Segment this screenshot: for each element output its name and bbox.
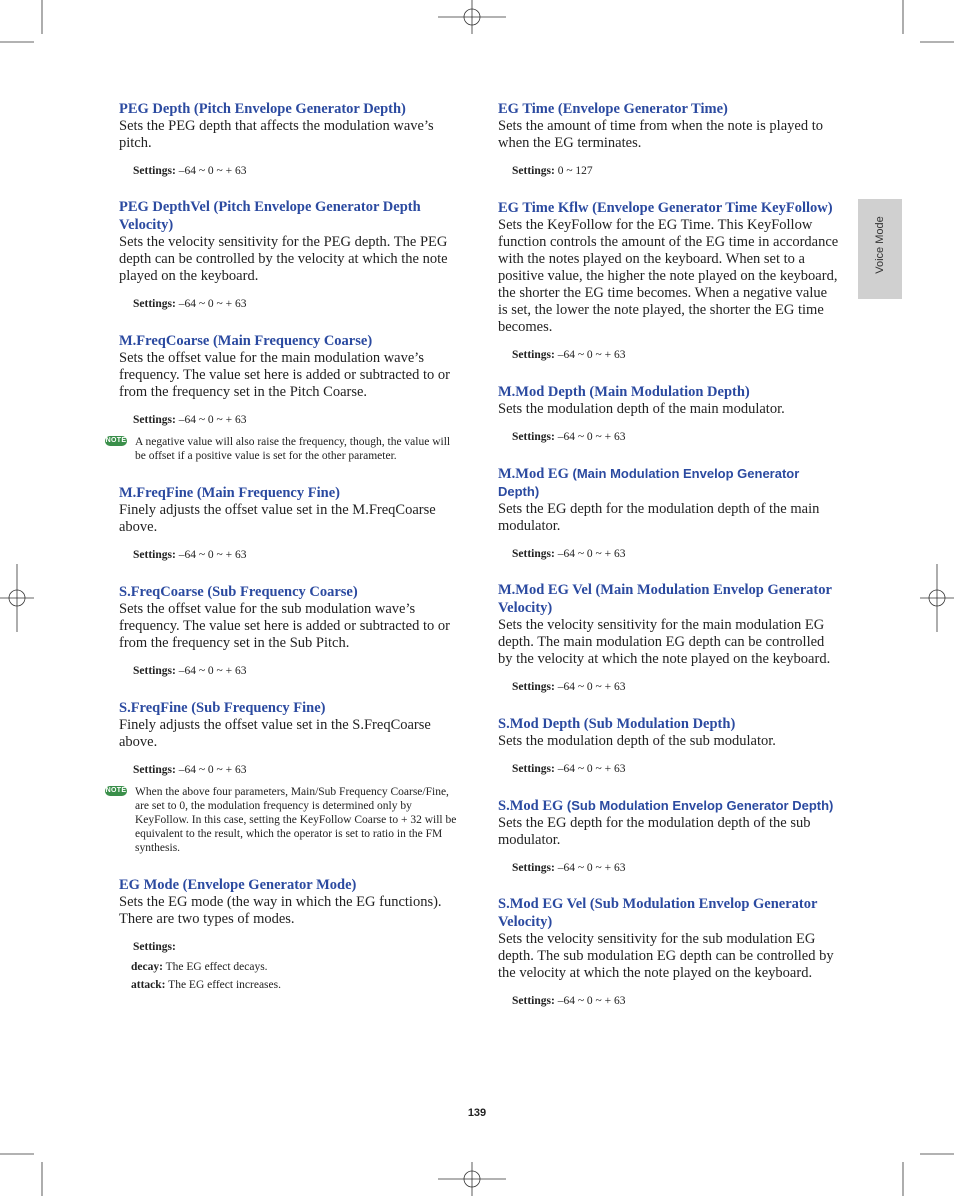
parameter-description: Sets the EG depth for the modulation depth of the main modulator. — [498, 501, 820, 534]
parameter-description: Sets the modulation depth of the main modulator. — [498, 401, 785, 417]
side-tab — [858, 199, 902, 299]
parameter-description: Sets the velocity sensitivity for the main modulation EG depth. The main modulation EG depth can be controlled by the velocity at which the note played on the keyboard. — [498, 617, 831, 667]
parameter-description: Sets the offset value for the main modulation wave’s frequency. The value set here is added or subtracted to or from the frequency set in the Pitch Coarse. — [119, 350, 450, 400]
parameter-title: EG Time (Envelope Generator Time) — [498, 101, 728, 117]
parameter-entry — [119, 199, 461, 311]
parameter-description: Sets the velocity sensitivity for the sub modulation EG depth. The sub modulation EG depth can be controlled by the velocity at which the note played on the keyboard. — [498, 931, 834, 981]
parameter-settings: Settings: –64 ~ 0 ~ + 63 — [512, 349, 626, 361]
parameter-title: S.Mod EG Vel (Sub Modulation Envelop Generator Velocity) — [498, 896, 818, 930]
parameter-title: M.FreqFine (Main Frequency Fine) — [119, 485, 340, 501]
mode-item: decay: The EG effect decays. — [131, 961, 268, 973]
parameter-settings: Settings: –64 ~ 0 ~ + 63 — [512, 431, 626, 443]
parameter-settings: Settings: –64 ~ 0 ~ + 63 — [133, 764, 247, 776]
parameter-title: S.Mod EG (Sub Modulation Envelop Generator Depth) — [498, 798, 834, 814]
parameter-settings: Settings: –64 ~ 0 ~ + 63 — [133, 165, 247, 177]
parameter-entry — [498, 797, 840, 875]
parameter-title: M.Mod EG (Main Modulation Envelop Generator Depth) — [498, 466, 800, 499]
parameter-title: PEG Depth (Pitch Envelope Generator Depth) — [119, 101, 406, 117]
parameter-description: Finely adjusts the offset value set in the S.FreqCoarse above. — [119, 717, 431, 750]
parameter-entry — [498, 199, 840, 362]
parameter-entry — [498, 582, 840, 694]
parameter-title: EG Mode (Envelope Generator Mode) — [119, 877, 357, 893]
parameter-title: EG Time Kflw (Envelope Generator Time KeyFollow) — [498, 200, 833, 216]
parameter-title: M.FreqCoarse (Main Frequency Coarse) — [119, 333, 373, 349]
parameter-entry — [498, 715, 840, 776]
parameter-entry — [119, 583, 461, 678]
parameter-settings: Settings: –64 ~ 0 ~ + 63 — [512, 681, 626, 693]
parameter-title: S.FreqFine (Sub Frequency Fine) — [119, 700, 326, 716]
note-text: A negative value will also raise the frequency, though, the value will be offset if a positive value is set for the other parameter. — [135, 436, 451, 462]
parameter-entry — [119, 484, 461, 562]
mode-item: attack: The EG effect increases. — [131, 979, 281, 991]
note-text: When the above four parameters, Main/Sub Frequency Coarse/Fine, are set to 0, the modulation frequency is determined only by KeyFollow. In this case, setting the KeyFollow Coarse to + 32 will be equivalent to the result, which the operator is set to ratio in the FM synthesis. — [135, 786, 457, 854]
parameter-entry — [105, 699, 461, 855]
parameter-entry — [498, 896, 840, 1008]
parameter-entry — [105, 332, 461, 463]
parameter-settings: Settings: 0 ~ 127 — [512, 165, 593, 177]
parameter-settings: Settings: –64 ~ 0 ~ + 63 — [133, 549, 247, 561]
parameter-title: S.FreqCoarse (Sub Frequency Coarse) — [119, 584, 358, 600]
note-icon: NOTE — [105, 787, 127, 794]
parameter-settings: Settings: –64 ~ 0 ~ + 63 — [512, 862, 626, 874]
side-tab-label: Voice Mode — [874, 216, 886, 274]
parameter-settings: Settings: –64 ~ 0 ~ + 63 — [133, 298, 247, 310]
parameter-description: Sets the amount of time from when the note is played to when the EG terminates. — [498, 118, 823, 151]
parameter-settings: Settings: –64 ~ 0 ~ + 63 — [512, 763, 626, 775]
right-column — [498, 100, 840, 1008]
parameter-title: M.Mod Depth (Main Modulation Depth) — [498, 384, 750, 400]
parameter-description: Sets the KeyFollow for the EG Time. This KeyFollow function controls the amount of the EG time in accordance with the notes played on the keyboard. When set to a positive value, the higher the note played on the keyboard, the shorter the EG time becomes. When a negative value is set, the lower the note played, the shorter the EG time becomes. — [498, 217, 839, 335]
parameter-description: Sets the EG depth for the modulation depth of the sub modulator. — [498, 815, 811, 848]
mode-list — [131, 958, 461, 994]
parameter-settings: Settings: –64 ~ 0 ~ + 63 — [133, 665, 247, 677]
parameter-description: Sets the offset value for the sub modulation wave’s frequency. The value set here is added or subtracted to or from the frequency set in the Sub Pitch. — [119, 601, 450, 651]
note-icon: NOTE — [105, 437, 127, 444]
parameter-title: S.Mod Depth (Sub Modulation Depth) — [498, 716, 736, 732]
parameter-entry — [119, 876, 461, 994]
parameter-settings: Settings: –64 ~ 0 ~ + 63 — [512, 548, 626, 560]
parameter-description: Sets the modulation depth of the sub modulator. — [498, 733, 776, 749]
parameter-settings: Settings: –64 ~ 0 ~ + 63 — [512, 995, 626, 1007]
parameter-description: Sets the velocity sensitivity for the PEG depth. The PEG depth can be controlled by the velocity at which the note played on the keyboard. — [119, 234, 448, 284]
parameter-entry — [498, 383, 840, 444]
note — [105, 785, 461, 855]
parameter-entry — [119, 100, 461, 178]
parameter-settings: Settings: –64 ~ 0 ~ + 63 — [133, 414, 247, 426]
parameter-entry — [498, 100, 840, 178]
left-column — [105, 100, 461, 994]
page-number: 139 — [467, 1107, 487, 1119]
parameter-title: PEG DepthVel (Pitch Envelope Generator Depth Velocity) — [119, 199, 421, 233]
parameter-description: Sets the EG mode (the way in which the EG functions). There are two types of modes. — [119, 894, 442, 927]
parameter-entry — [498, 465, 840, 561]
note — [105, 435, 461, 463]
parameter-settings: Settings: — [133, 941, 176, 953]
parameter-description: Sets the PEG depth that affects the modulation wave’s pitch. — [119, 118, 434, 151]
parameter-description: Finely adjusts the offset value set in the M.FreqCoarse above. — [119, 502, 436, 535]
parameter-title: M.Mod EG Vel (Main Modulation Envelop Generator Velocity) — [498, 582, 832, 616]
